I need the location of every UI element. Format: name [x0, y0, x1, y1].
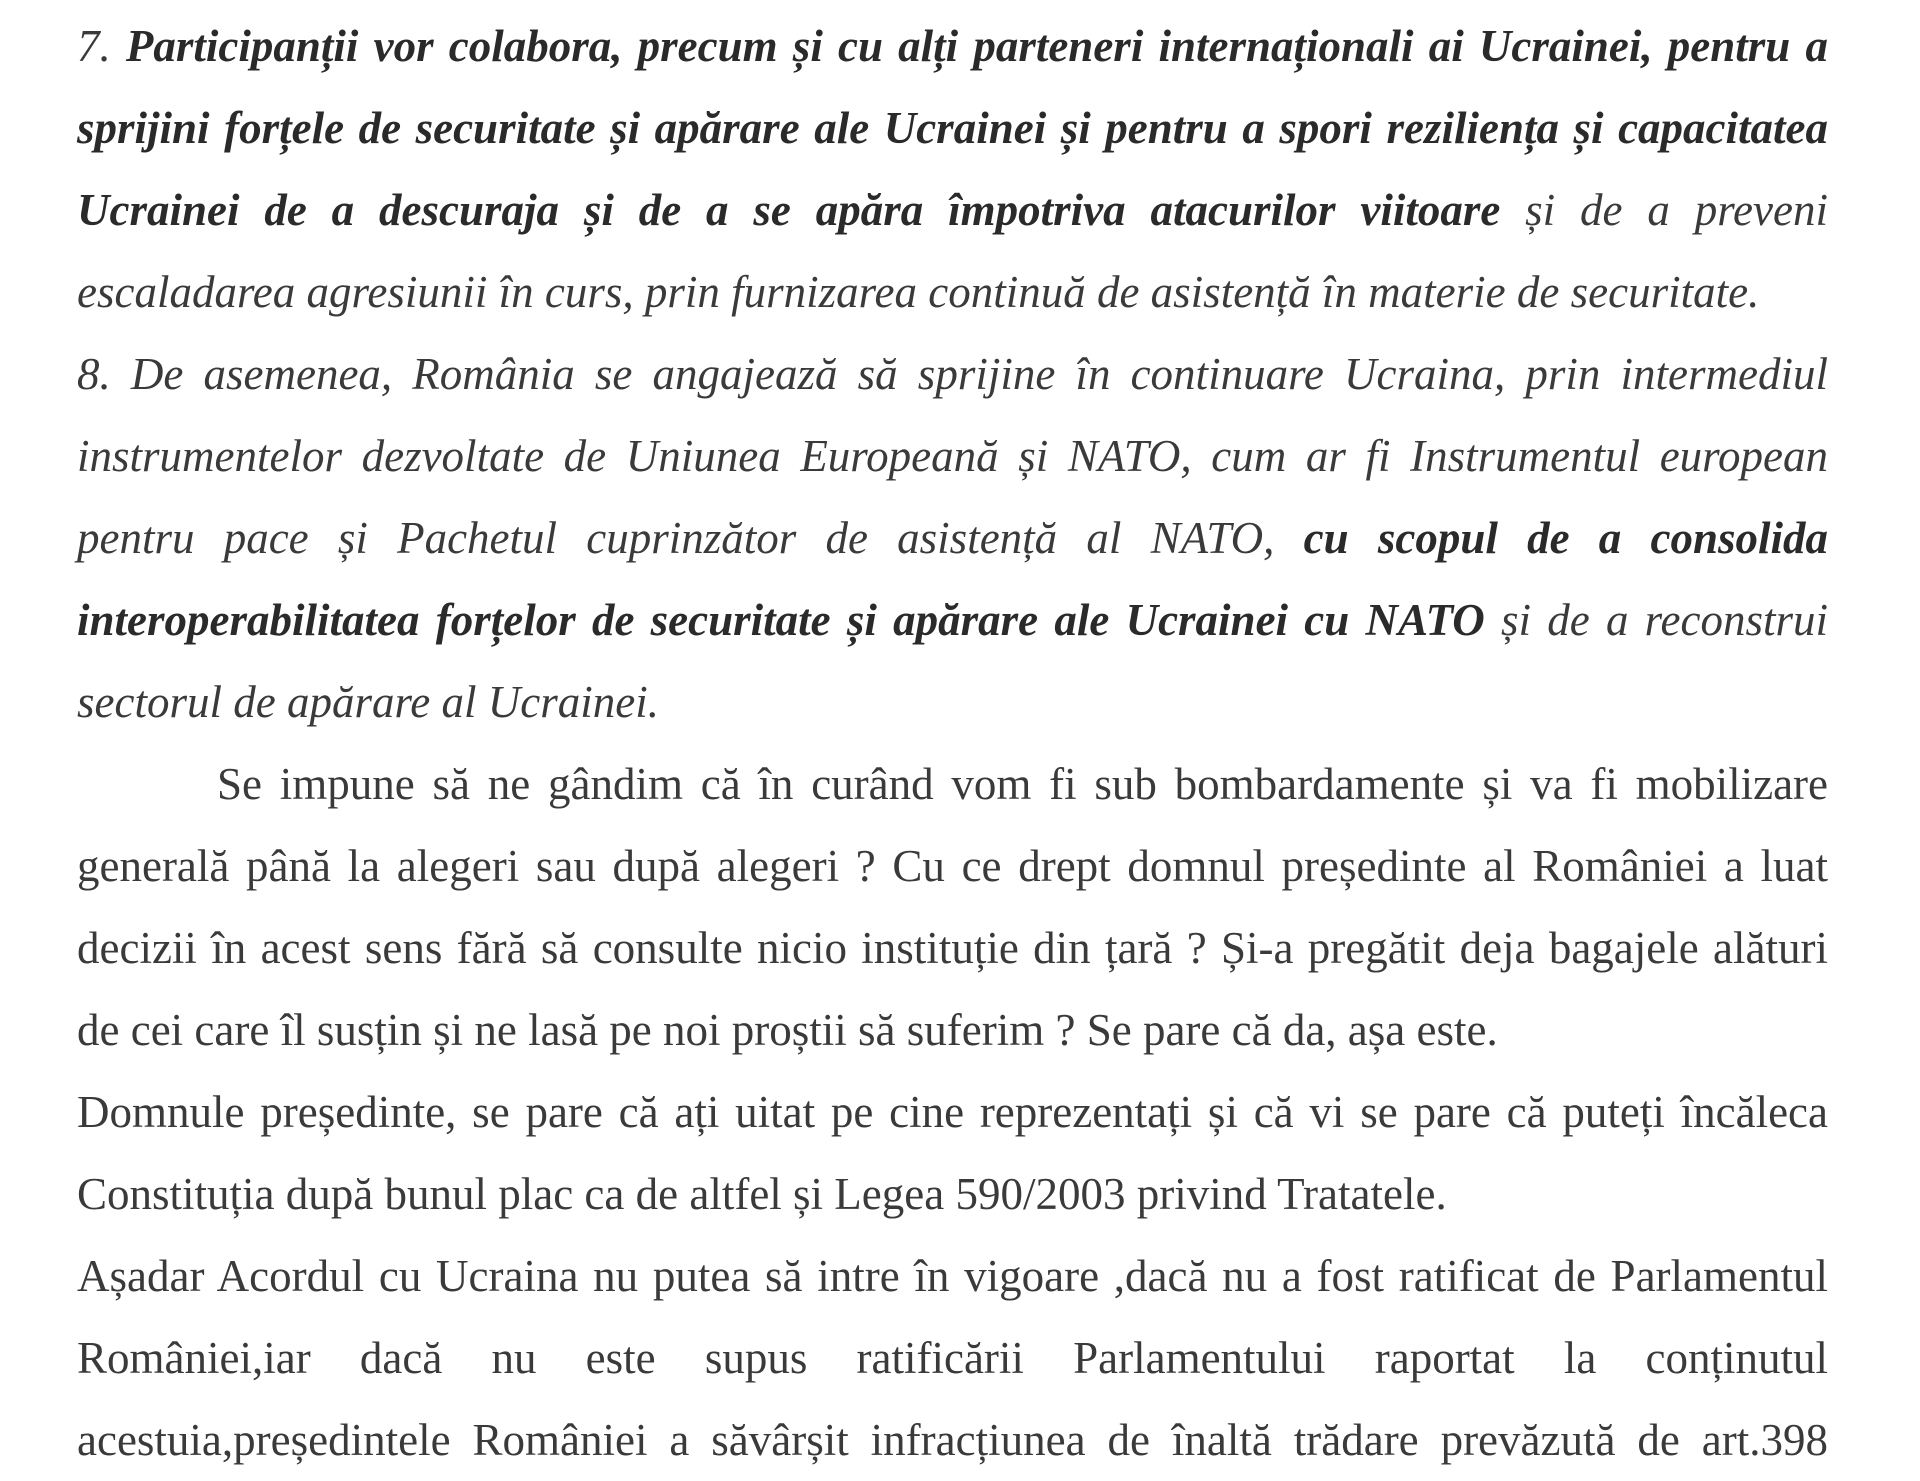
point-8-tail-text: și de a reconstrui sectorul de apărare al Ucrainei.	[77, 595, 1829, 727]
paragraph-point-8	[77, 333, 1828, 743]
document-page	[77, 0, 1828, 1481]
paragraph-point-7	[77, 5, 1828, 333]
point-8-lead-text: 8. De asemenea, România se angajează să sprijine în continuare Ucraina, prin intermediul instrumentelor dezvoltate de Uniunea Europeană și NATO, cum ar fi Instrumentul european pentru pace și Pachetul cuprinzător de asistență al NATO,	[77, 349, 1828, 563]
point-8-bold-text: cu scopul de a consolida interoperabilitatea forțelor de securitate și apărare ale Ucrainei cu NATO	[77, 513, 1828, 645]
paragraph-se-impune: Se impune să ne gândim că în curând vom fi sub bombardamente și va fi mobilizare generală până la alegeri sau după alegeri ? Cu ce drept domnul președinte al României a luat decizii în acest sens fără să consulte nicio instituție din țară ? Și-a pregătit deja bagajele alături de cei care îl susțin și ne lasă pe noi proștii să suferim ? Se pare că da, așa este.	[77, 759, 1828, 1055]
point-7-number: 7.	[77, 21, 126, 71]
paragraph-asadar: Așadar Acordul cu Ucraina nu putea să intre în vigoare ,dacă nu a fost ratificat de Parlamentul României,iar dacă nu este supus ratificării Parlamentului raportat la conținutul acestuia,președintele României a săvârșit infracțiunea de înaltă trădare prevăzută de art.398	[77, 1251, 1828, 1465]
point-7-bold-text: Participanții vor colabora, precum și cu alți parteneri internaționali ai Ucrainei, pentru a sprijini forțele de securitate și apărare ale Ucrainei și pentru a spori reziliența și capacitatea Ucrainei de a descuraja și de a se apăra împotriva atacurilor viitoare	[77, 21, 1828, 235]
point-7-tail-text: și de a preveni escaladarea agresiunii în curs, prin furnizarea continuă de asistență în materie de securitate.	[77, 185, 1828, 317]
paragraph-domnule-presedinte: Domnule președinte, se pare că ați uitat pe cine reprezentați și că vi se pare că puteți încăleca Constituția după bunul plac ca de altfel și Legea 590/2003 privind Tratatele.	[77, 1087, 1828, 1219]
